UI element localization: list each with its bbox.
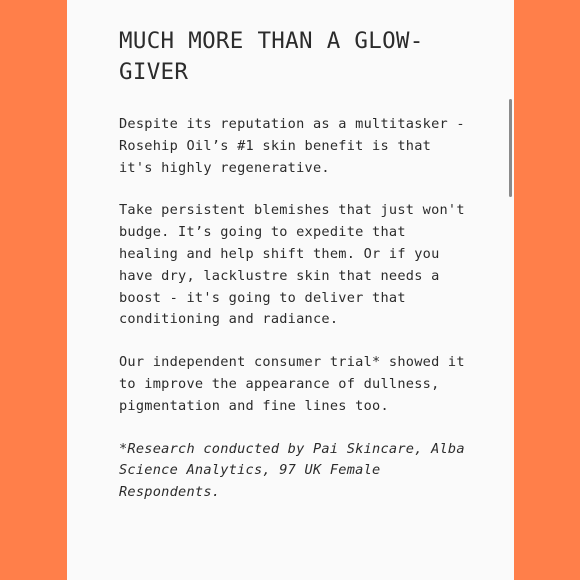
article-heading: MUCH MORE THAN A GLOW-GIVER <box>119 28 424 85</box>
article-footnote: *Research conducted by Pai Skincare, Alba Science Analytics, 97 UK Female Respondents. <box>119 440 465 501</box>
article <box>119 26 469 504</box>
article-paragraph-2: Take persistent blemishes that just won't budge. It’s going to expedite that healing and help shift them. Or if you have dry, lacklustre skin that needs a boost - it's going to deliver that conditioning and radiance. <box>119 202 465 328</box>
content-panel <box>67 0 514 580</box>
vertical-scrollbar[interactable] <box>508 0 514 580</box>
scrollbar-thumb[interactable] <box>509 99 512 197</box>
article-paragraph-3: Our independent consumer trial* showed it to improve the appearance of dullness, pigmentation and fine lines too. <box>119 354 465 414</box>
article-paragraph-1: Despite its reputation as a multitasker - Rosehip Oil’s #1 skin benefit is that it's highly regenerative. <box>119 116 465 176</box>
